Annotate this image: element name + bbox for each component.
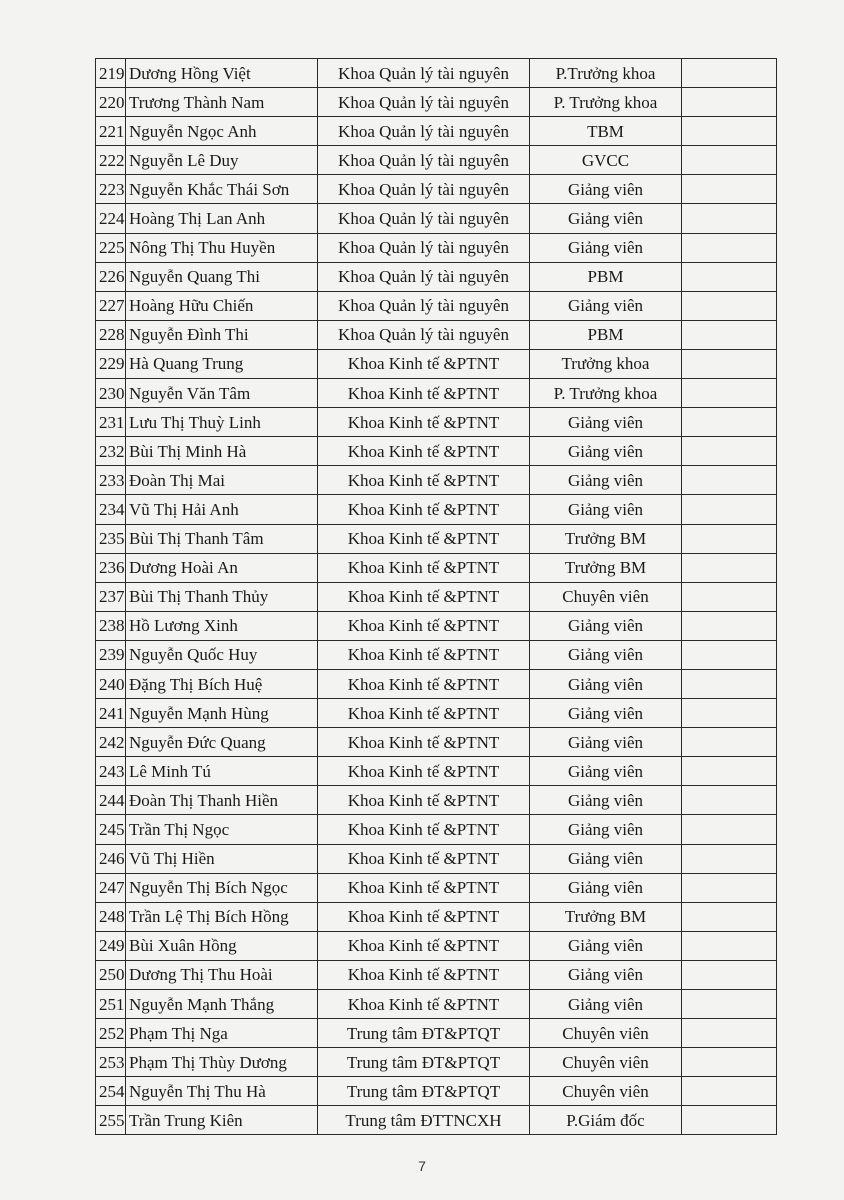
row-number: 227 [96, 291, 126, 320]
staff-unit: Khoa Quản lý tài nguyên [318, 204, 530, 233]
staff-name: Vũ Thị Hiền [126, 844, 318, 873]
staff-name: Lưu Thị Thuỳ Linh [126, 408, 318, 437]
table-row [96, 437, 777, 466]
staff-unit: Trung tâm ĐTTNCXH [318, 1106, 530, 1135]
note-cell [682, 757, 777, 786]
row-number: 250 [96, 960, 126, 989]
table-row [96, 1019, 777, 1048]
staff-position: Giảng viên [530, 437, 682, 466]
staff-position: PBM [530, 262, 682, 291]
table-row [96, 931, 777, 960]
staff-unit: Khoa Kinh tế &PTNT [318, 757, 530, 786]
staff-position: Giảng viên [530, 728, 682, 757]
staff-unit: Khoa Quản lý tài nguyên [318, 117, 530, 146]
staff-unit: Khoa Kinh tế &PTNT [318, 640, 530, 669]
table-row [96, 699, 777, 728]
staff-name: Nông Thị Thu Huyền [126, 233, 318, 262]
table-row [96, 1048, 777, 1077]
staff-unit: Khoa Kinh tế &PTNT [318, 582, 530, 611]
staff-position: P.Trưởng khoa [530, 59, 682, 88]
table-row [96, 757, 777, 786]
note-cell [682, 786, 777, 815]
note-cell [682, 175, 777, 204]
note-cell [682, 960, 777, 989]
note-cell [682, 59, 777, 88]
row-number: 231 [96, 408, 126, 437]
staff-name: Phạm Thị Thùy Dương [126, 1048, 318, 1077]
row-number: 234 [96, 495, 126, 524]
staff-position: TBM [530, 117, 682, 146]
note-cell [682, 262, 777, 291]
note-cell [682, 524, 777, 553]
staff-position: Trưởng BM [530, 553, 682, 582]
staff-name: Dương Hoài An [126, 553, 318, 582]
staff-name: Nguyễn Thị Thu Hà [126, 1077, 318, 1106]
note-cell [682, 291, 777, 320]
staff-position: GVCC [530, 146, 682, 175]
staff-position: Trưởng khoa [530, 349, 682, 378]
staff-name: Nguyễn Lê Duy [126, 146, 318, 175]
row-number: 254 [96, 1077, 126, 1106]
staff-name: Phạm Thị Nga [126, 1019, 318, 1048]
note-cell [682, 873, 777, 902]
note-cell [682, 990, 777, 1019]
note-cell [682, 408, 777, 437]
note-cell [682, 1106, 777, 1135]
table-row [96, 611, 777, 640]
table-row [96, 524, 777, 553]
row-number: 235 [96, 524, 126, 553]
staff-position: Trưởng BM [530, 902, 682, 931]
row-number: 240 [96, 669, 126, 698]
staff-unit: Khoa Kinh tế &PTNT [318, 728, 530, 757]
staff-name: Nguyễn Đức Quang [126, 728, 318, 757]
table-row [96, 1077, 777, 1106]
note-cell [682, 379, 777, 408]
table-row [96, 117, 777, 146]
staff-name: Đoàn Thị Thanh Hiền [126, 786, 318, 815]
staff-position: Giảng viên [530, 175, 682, 204]
staff-position: Chuyên viên [530, 1019, 682, 1048]
staff-unit: Khoa Kinh tế &PTNT [318, 466, 530, 495]
staff-position: Giảng viên [530, 291, 682, 320]
row-number: 242 [96, 728, 126, 757]
staff-position: Giảng viên [530, 699, 682, 728]
staff-position: Giảng viên [530, 931, 682, 960]
row-number: 238 [96, 611, 126, 640]
staff-name: Dương Thị Thu Hoài [126, 960, 318, 989]
staff-name: Trần Trung Kiên [126, 1106, 318, 1135]
table-row [96, 990, 777, 1019]
staff-unit: Khoa Kinh tế &PTNT [318, 699, 530, 728]
table-row [96, 786, 777, 815]
staff-unit: Khoa Kinh tế &PTNT [318, 408, 530, 437]
table-row [96, 495, 777, 524]
staff-position: Giảng viên [530, 815, 682, 844]
table-row [96, 408, 777, 437]
table-row [96, 291, 777, 320]
staff-table [95, 58, 777, 1135]
staff-unit: Khoa Kinh tế &PTNT [318, 553, 530, 582]
row-number: 232 [96, 437, 126, 466]
staff-unit: Khoa Quản lý tài nguyên [318, 291, 530, 320]
table-row [96, 582, 777, 611]
table-row [96, 902, 777, 931]
staff-unit: Khoa Quản lý tài nguyên [318, 320, 530, 349]
staff-name: Bùi Thị Minh Hà [126, 437, 318, 466]
staff-unit: Khoa Kinh tế &PTNT [318, 873, 530, 902]
staff-position: Giảng viên [530, 640, 682, 669]
staff-unit: Khoa Quản lý tài nguyên [318, 146, 530, 175]
row-number: 251 [96, 990, 126, 1019]
staff-name: Nguyễn Khắc Thái Sơn [126, 175, 318, 204]
table-row [96, 204, 777, 233]
staff-unit: Khoa Kinh tế &PTNT [318, 379, 530, 408]
staff-position: P. Trưởng khoa [530, 88, 682, 117]
note-cell [682, 931, 777, 960]
staff-position: Chuyên viên [530, 1077, 682, 1106]
staff-unit: Khoa Kinh tế &PTNT [318, 990, 530, 1019]
staff-unit: Khoa Kinh tế &PTNT [318, 815, 530, 844]
staff-position: Giảng viên [530, 757, 682, 786]
note-cell [682, 1077, 777, 1106]
staff-name: Bùi Thị Thanh Thủy [126, 582, 318, 611]
row-number: 228 [96, 320, 126, 349]
staff-unit: Khoa Kinh tế &PTNT [318, 349, 530, 378]
staff-name: Nguyễn Ngọc Anh [126, 117, 318, 146]
row-number: 244 [96, 786, 126, 815]
staff-name: Nguyễn Mạnh Hùng [126, 699, 318, 728]
staff-name: Hà Quang Trung [126, 349, 318, 378]
table-row [96, 815, 777, 844]
row-number: 239 [96, 640, 126, 669]
staff-position: Giảng viên [530, 990, 682, 1019]
staff-position: Giảng viên [530, 466, 682, 495]
table-row [96, 146, 777, 175]
staff-name: Lê Minh Tú [126, 757, 318, 786]
staff-unit: Khoa Kinh tế &PTNT [318, 495, 530, 524]
staff-position: Giảng viên [530, 844, 682, 873]
staff-unit: Khoa Quản lý tài nguyên [318, 233, 530, 262]
staff-unit: Khoa Kinh tế &PTNT [318, 437, 530, 466]
staff-name: Nguyễn Thị Bích Ngọc [126, 873, 318, 902]
table-row [96, 262, 777, 291]
note-cell [682, 553, 777, 582]
note-cell [682, 1048, 777, 1077]
staff-unit: Khoa Kinh tế &PTNT [318, 786, 530, 815]
staff-unit: Khoa Quản lý tài nguyên [318, 88, 530, 117]
staff-position: Giảng viên [530, 873, 682, 902]
row-number: 222 [96, 146, 126, 175]
staff-unit: Trung tâm ĐT&PTQT [318, 1077, 530, 1106]
note-cell [682, 1019, 777, 1048]
staff-unit: Khoa Kinh tế &PTNT [318, 669, 530, 698]
staff-unit: Khoa Quản lý tài nguyên [318, 59, 530, 88]
staff-unit: Khoa Quản lý tài nguyên [318, 262, 530, 291]
table-row [96, 320, 777, 349]
note-cell [682, 640, 777, 669]
table-row [96, 379, 777, 408]
row-number: 236 [96, 553, 126, 582]
row-number: 247 [96, 873, 126, 902]
staff-position: P.Giám đốc [530, 1106, 682, 1135]
note-cell [682, 146, 777, 175]
table-row [96, 349, 777, 378]
staff-name: Nguyễn Quang Thi [126, 262, 318, 291]
row-number: 255 [96, 1106, 126, 1135]
row-number: 220 [96, 88, 126, 117]
note-cell [682, 728, 777, 757]
staff-unit: Trung tâm ĐT&PTQT [318, 1019, 530, 1048]
staff-position: Giảng viên [530, 786, 682, 815]
staff-name: Trần Thị Ngọc [126, 815, 318, 844]
table-row [96, 669, 777, 698]
staff-name: Vũ Thị Hải Anh [126, 495, 318, 524]
note-cell [682, 204, 777, 233]
note-cell [682, 349, 777, 378]
staff-unit: Khoa Kinh tế &PTNT [318, 524, 530, 553]
row-number: 237 [96, 582, 126, 611]
note-cell [682, 902, 777, 931]
staff-name: Hoàng Thị Lan Anh [126, 204, 318, 233]
staff-position: Giảng viên [530, 611, 682, 640]
table-row [96, 466, 777, 495]
row-number: 219 [96, 59, 126, 88]
staff-name: Hồ Lương Xinh [126, 611, 318, 640]
row-number: 233 [96, 466, 126, 495]
staff-position: PBM [530, 320, 682, 349]
table-row [96, 728, 777, 757]
note-cell [682, 437, 777, 466]
staff-name: Đặng Thị Bích Huệ [126, 669, 318, 698]
row-number: 221 [96, 117, 126, 146]
table-row [96, 844, 777, 873]
staff-position: Giảng viên [530, 960, 682, 989]
staff-name: Nguyễn Đình Thi [126, 320, 318, 349]
row-number: 248 [96, 902, 126, 931]
row-number: 252 [96, 1019, 126, 1048]
row-number: 226 [96, 262, 126, 291]
row-number: 243 [96, 757, 126, 786]
row-number: 241 [96, 699, 126, 728]
note-cell [682, 669, 777, 698]
table-row [96, 553, 777, 582]
staff-name: Bùi Thị Thanh Tâm [126, 524, 318, 553]
staff-unit: Khoa Kinh tế &PTNT [318, 902, 530, 931]
row-number: 246 [96, 844, 126, 873]
table-row [96, 640, 777, 669]
staff-position: Chuyên viên [530, 1048, 682, 1077]
table-row [96, 233, 777, 262]
row-number: 223 [96, 175, 126, 204]
staff-name: Dương Hồng Việt [126, 59, 318, 88]
staff-unit: Khoa Kinh tế &PTNT [318, 960, 530, 989]
staff-name: Trần Lệ Thị Bích Hồng [126, 902, 318, 931]
row-number: 229 [96, 349, 126, 378]
note-cell [682, 495, 777, 524]
staff-unit: Khoa Quản lý tài nguyên [318, 175, 530, 204]
row-number: 245 [96, 815, 126, 844]
note-cell [682, 699, 777, 728]
staff-unit: Khoa Kinh tế &PTNT [318, 931, 530, 960]
staff-unit: Trung tâm ĐT&PTQT [318, 1048, 530, 1077]
staff-position: Giảng viên [530, 495, 682, 524]
note-cell [682, 844, 777, 873]
table-row [96, 175, 777, 204]
table-row [96, 1106, 777, 1135]
note-cell [682, 611, 777, 640]
staff-position: P. Trưởng khoa [530, 379, 682, 408]
staff-position: Giảng viên [530, 408, 682, 437]
table-row [96, 960, 777, 989]
row-number: 249 [96, 931, 126, 960]
row-number: 253 [96, 1048, 126, 1077]
page-number: 7 [418, 1158, 426, 1174]
staff-name: Đoàn Thị Mai [126, 466, 318, 495]
staff-table-body [96, 59, 777, 1135]
row-number: 224 [96, 204, 126, 233]
staff-position: Giảng viên [530, 669, 682, 698]
note-cell [682, 582, 777, 611]
staff-name: Nguyễn Văn Tâm [126, 379, 318, 408]
note-cell [682, 117, 777, 146]
staff-position: Chuyên viên [530, 582, 682, 611]
staff-position: Trưởng BM [530, 524, 682, 553]
note-cell [682, 88, 777, 117]
row-number: 225 [96, 233, 126, 262]
note-cell [682, 466, 777, 495]
staff-unit: Khoa Kinh tế &PTNT [318, 611, 530, 640]
staff-name: Hoàng Hữu Chiến [126, 291, 318, 320]
table-row [96, 88, 777, 117]
table-row [96, 59, 777, 88]
note-cell [682, 320, 777, 349]
staff-name: Bùi Xuân Hồng [126, 931, 318, 960]
staff-name: Trương Thành Nam [126, 88, 318, 117]
staff-position: Giảng viên [530, 204, 682, 233]
staff-name: Nguyễn Mạnh Thắng [126, 990, 318, 1019]
note-cell [682, 815, 777, 844]
staff-position: Giảng viên [530, 233, 682, 262]
row-number: 230 [96, 379, 126, 408]
table-row [96, 873, 777, 902]
note-cell [682, 233, 777, 262]
staff-name: Nguyễn Quốc Huy [126, 640, 318, 669]
staff-unit: Khoa Kinh tế &PTNT [318, 844, 530, 873]
